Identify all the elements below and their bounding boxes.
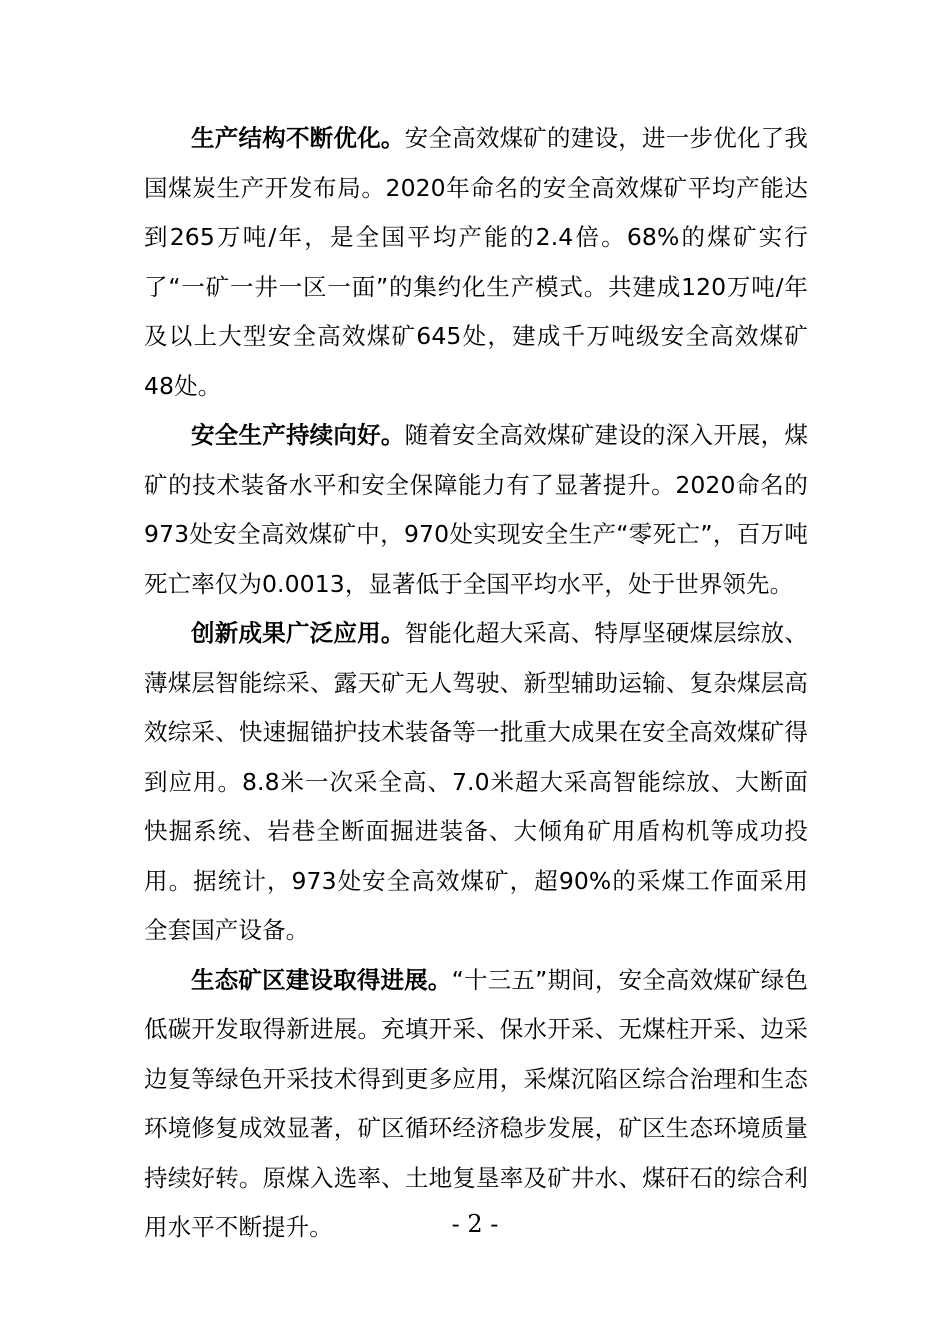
- paragraph-heading: 生态矿区建设取得进展。: [191, 965, 452, 994]
- paragraph-text: 安全高效煤矿的建设，进一步优化了我国煤炭生产开发布局。2020年命名的安全高效煤矿平均产能达到265万吨/年，是全国平均产能的2.4倍。68%的煤矿实行了“一矿一井一区一面”的集约化生产模式。共建成120万吨/年及以上大型安全高效煤矿645处，建成千万吨级安全高效煤矿48处。: [144, 124, 808, 400]
- paragraph-text: “十三五”期间，安全高效煤矿绿色低碳开发取得新进展。充填开采、保水开采、无煤柱开采、边采边复等绿色开采技术得到更多应用，采煤沉陷区综合治理和生态环境修复成效显著，矿区循环经济稳步发展，矿区生态环境质量持续好转。原煤入选率、土地复垦率及矿井水、煤矸石的综合利用水平不断提升。: [144, 965, 808, 1241]
- paragraph-heading: 创新成果广泛应用。: [191, 619, 405, 647]
- paragraph-heading: 安全生产持续向好。: [191, 421, 405, 449]
- document-body: [144, 114, 808, 1253]
- paragraph-text: 智能化超大采高、特厚坚硬煤层综放、薄煤层智能综采、露天矿无人驾驶、新型辅助运输、复杂煤层高效综采、快速掘锚护技术装备等一批重大成果在安全高效煤矿得到应用。8.8米一次采全高、7.0米超大采高智能综放、大断面快掘系统、岩巷全断面掘进装备、大倾角矿用盾构机等成功投用。据统计，973处安全高效煤矿，超90%的采煤工作面采用全套国产设备。: [144, 619, 808, 944]
- paragraph-production-structure: [144, 114, 808, 411]
- paragraph-safety-production: [144, 411, 808, 609]
- paragraph-heading: 生产结构不断优化。: [191, 124, 405, 152]
- paragraph-text: 随着安全高效煤矿建设的深入开展，煤矿的技术装备水平和安全保障能力有了显著提升。2020命名的973处安全高效煤矿中，970处实现安全生产“零死亡”，百万吨死亡率仅为0.0013，显著低于全国平均水平，处于世界领先。: [144, 421, 808, 598]
- paragraph-innovation-results: [144, 609, 808, 956]
- page-number: - 2 -: [451, 1210, 499, 1238]
